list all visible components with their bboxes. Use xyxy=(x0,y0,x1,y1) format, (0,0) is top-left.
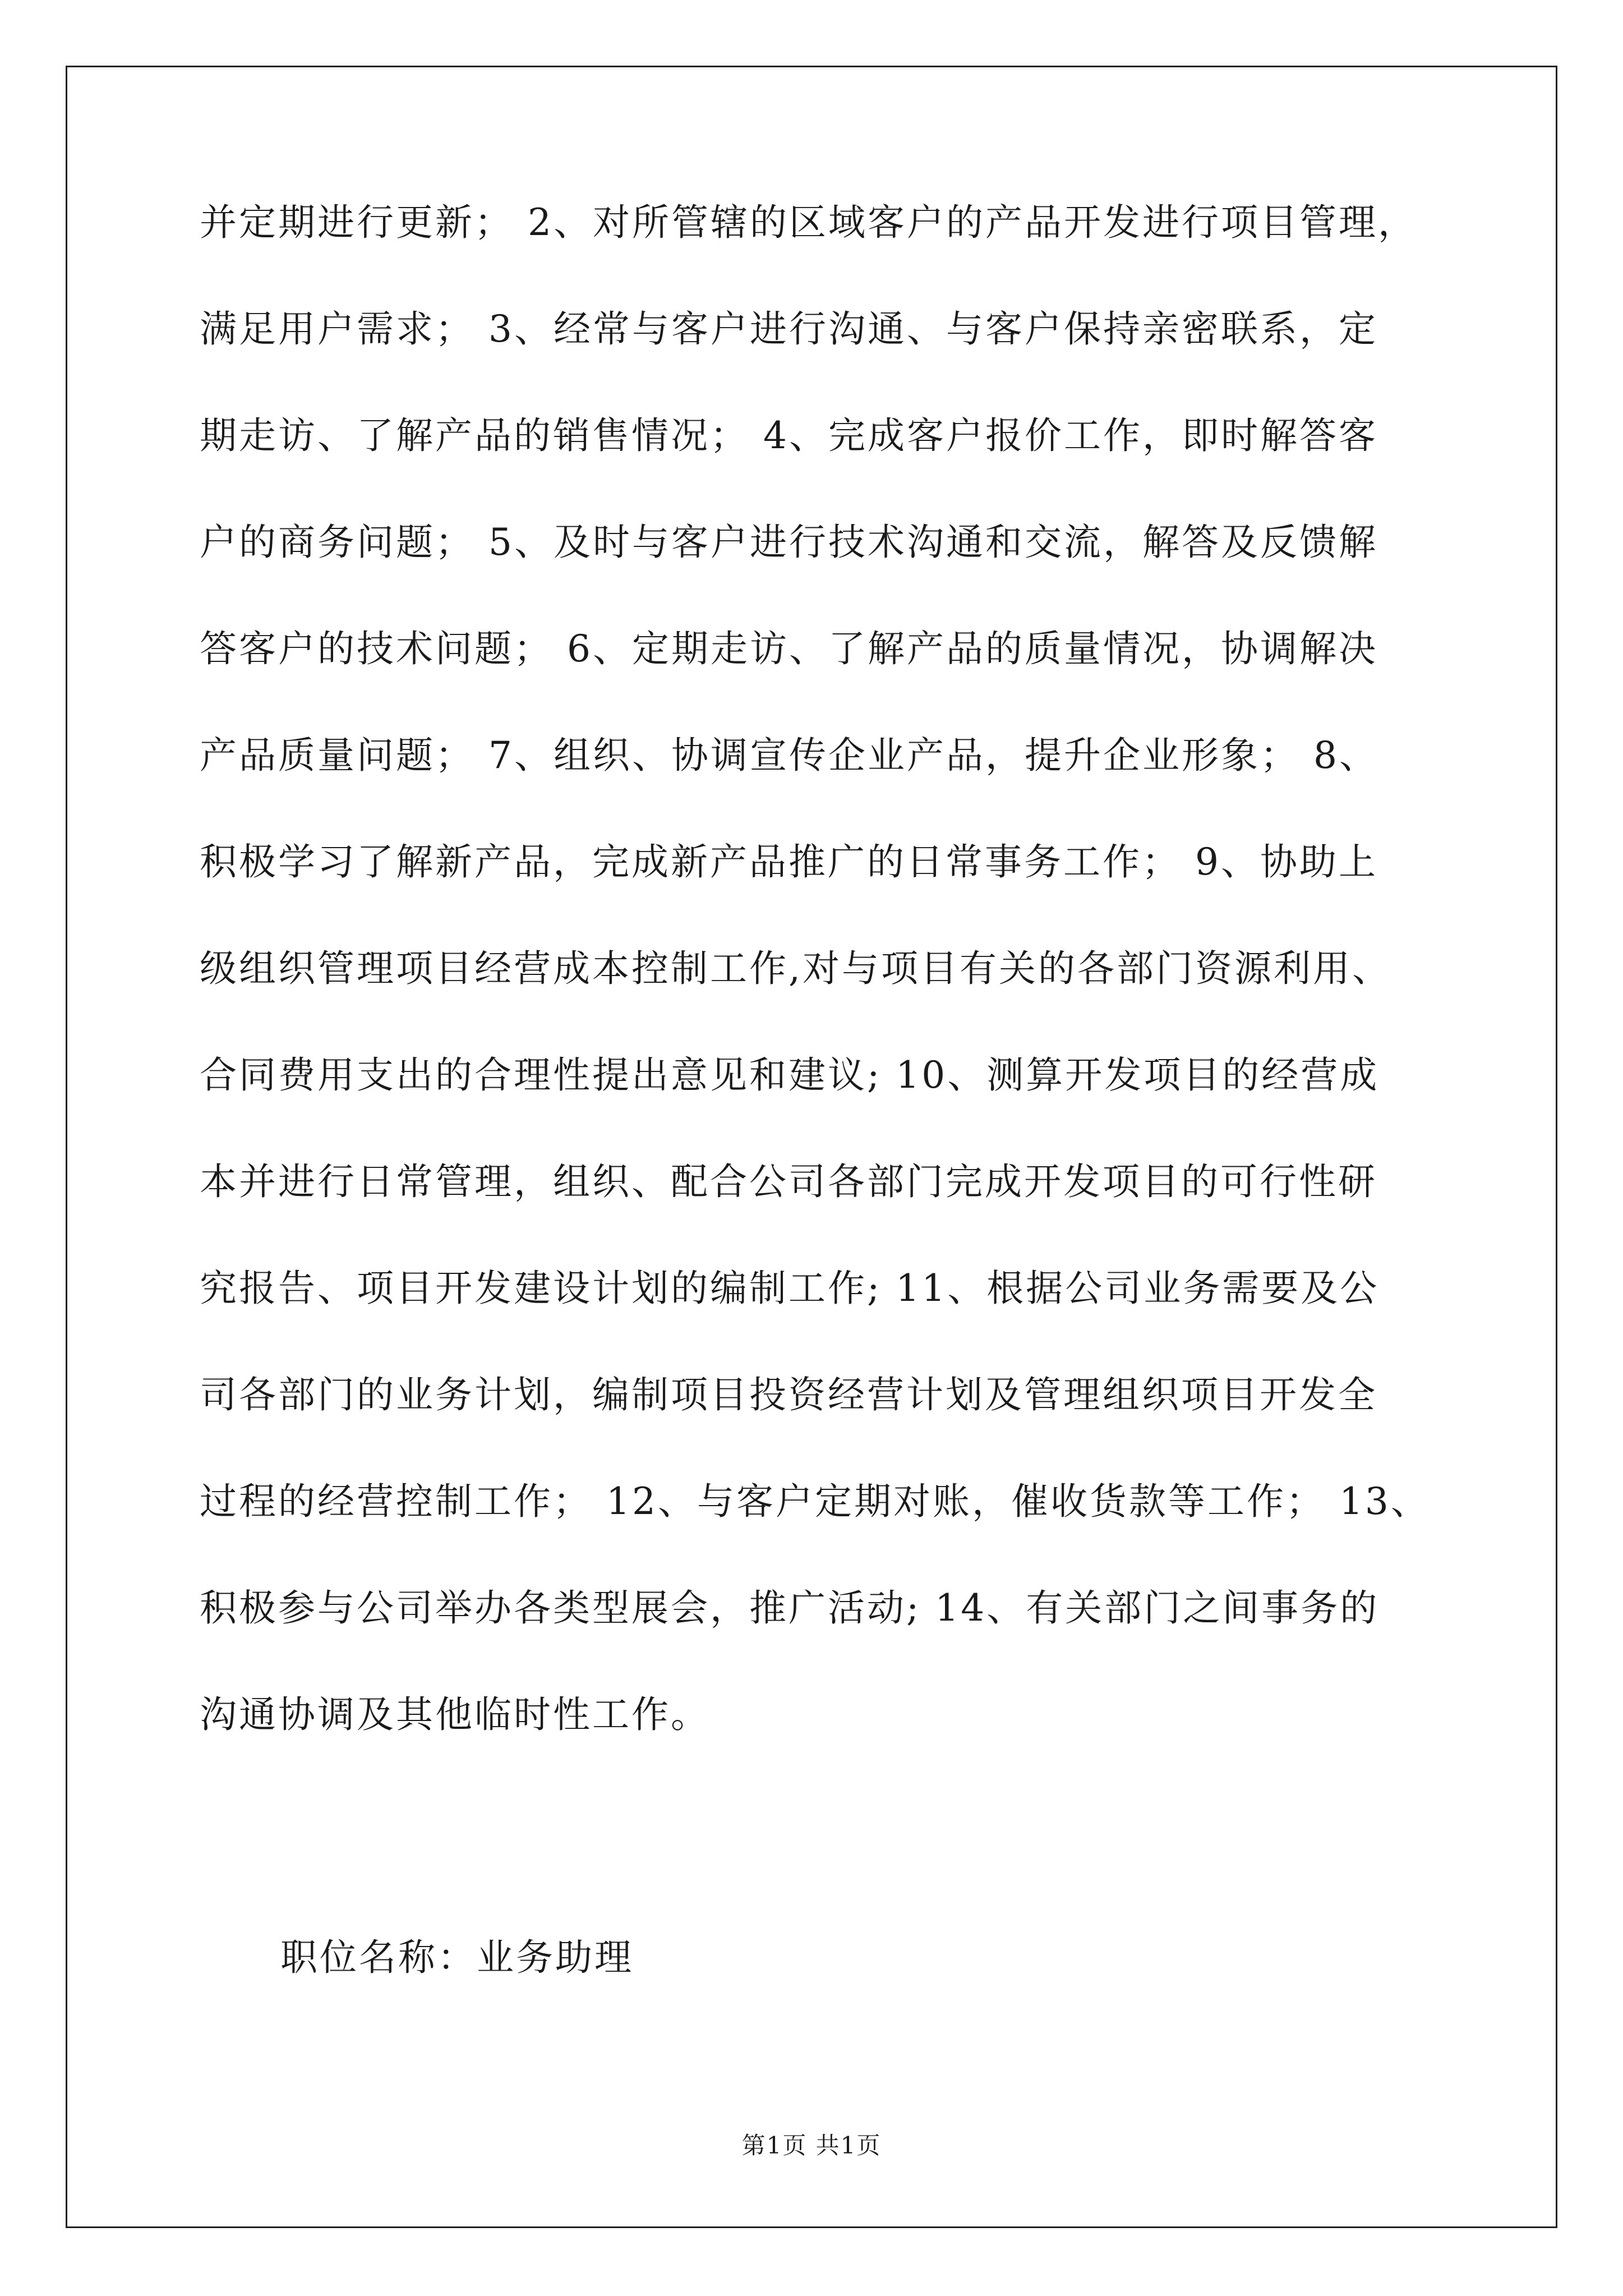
body-line-10: 本并进行日常管理，组织、配合公司各部门完成开发项目的可行性研 xyxy=(200,1160,1377,1203)
body-line-14: 积极参与公司举办各类型展会，推广活动; 14、有关部门之间事务的 xyxy=(200,1586,1380,1630)
body-text xyxy=(200,192,1461,1791)
page-number-footer: 第1页 共1页 xyxy=(741,2132,882,2159)
body-line-9: 合同费用支出的合理性提出意见和建议; 10、测算开发项目的经营成 xyxy=(200,1053,1380,1097)
body-line-5: 答客户的技术问题； 6、定期走访、了解产品的质量情况，协调解决 xyxy=(200,627,1378,670)
body-line-4: 户的商务问题； 5、及时与客户进行技术沟通和交流，解答及反馈解 xyxy=(200,521,1378,564)
body-line-11: 究报告、项目开发建设计划的编制工作; 11、根据公司业务需要及公 xyxy=(200,1267,1380,1310)
body-line-13: 过程的经营控制工作； 12、与客户定期对账，催收货款等工作； 13、 xyxy=(200,1480,1430,1523)
body-line-15: 沟通协调及其他临时性工作。 xyxy=(200,1693,710,1736)
body-line-7: 积极学习了解新产品，完成新产品推广的日常事务工作； 9、协助上 xyxy=(200,840,1378,884)
body-line-6: 产品质量问题； 7、组织、协调宣传企业产品，提升企业形象； 8、 xyxy=(200,734,1378,777)
body-line-1: 并定期进行更新； 2、对所管辖的区域客户的产品开发进行项目管理， xyxy=(200,201,1417,244)
position-title: 职位名称：业务助理 xyxy=(280,1936,634,1979)
body-line-3: 期走访、了解产品的销售情况； 4、完成客户报价工作，即时解答客 xyxy=(200,414,1378,457)
body-line-8: 级组织管理项目经营成本控制工作,对与项目有关的各部门资源利用、 xyxy=(200,947,1391,990)
body-line-2: 满足用户需求； 3、经常与客户进行沟通、与客户保持亲密联系，定 xyxy=(200,307,1378,351)
body-line-12: 司各部门的业务计划，编制项目投资经营计划及管理组织项目开发全 xyxy=(200,1373,1377,1416)
